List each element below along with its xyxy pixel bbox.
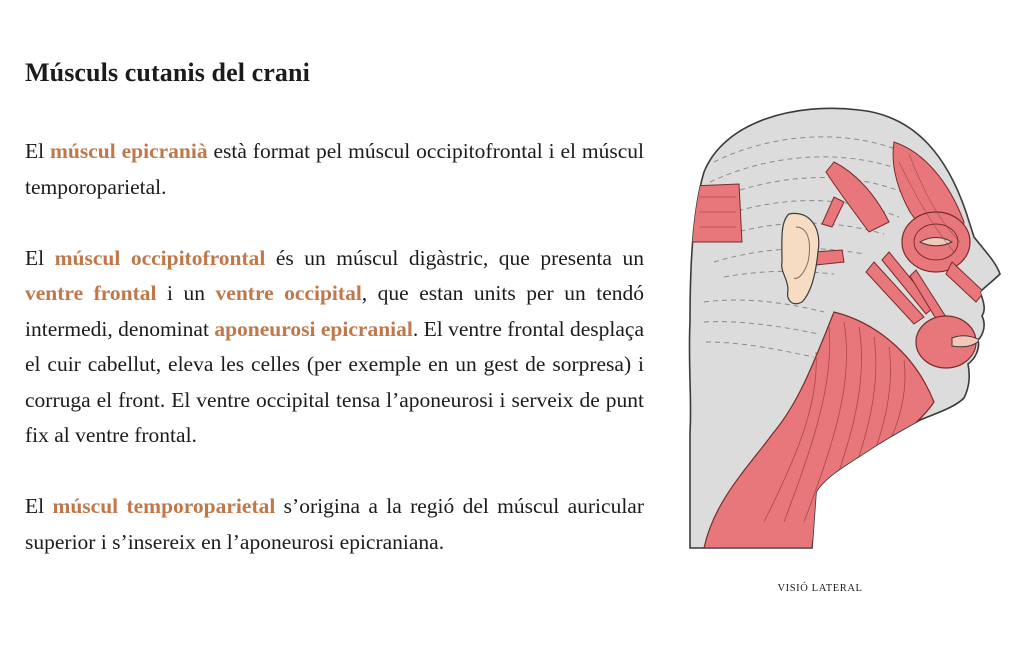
head-muscles-illustration xyxy=(684,102,1014,554)
page-title: Músculs cutanis del crani xyxy=(25,58,310,87)
text-span: s’origina a la regió del múscul auricular superior i s’insereix en l’aponeurosi epicraniana. xyxy=(25,494,644,554)
body-text xyxy=(25,134,644,596)
paragraph-epicranial xyxy=(25,134,644,205)
text-span: , que estan units per un tendó intermedi, denominat xyxy=(25,281,644,341)
term-epicranial-aponeurosis: aponeurosi epicranial xyxy=(214,316,413,341)
paragraph-occipitofrontal xyxy=(25,241,644,454)
term-epicranial-muscle: múscul epicranià xyxy=(50,139,208,163)
text-span: i un xyxy=(156,281,216,305)
term-occipitofrontal-muscle: múscul occipitofrontal xyxy=(54,245,266,270)
text-span: és un múscul digàstric, que presenta un xyxy=(265,245,644,270)
term-occipital-belly: ventre occipital xyxy=(215,281,362,305)
figure-caption: VISIÓ LATERAL xyxy=(777,583,863,594)
term-temporoparietal-muscle: múscul temporoparietal xyxy=(52,494,276,518)
paragraph-temporoparietal xyxy=(25,489,644,560)
text-span: El xyxy=(25,139,50,163)
text-span: El xyxy=(25,245,55,270)
term-frontal-belly: ventre frontal xyxy=(25,281,157,305)
text-span: està format pel múscul occipitofrontal i el múscul temporoparietal. xyxy=(25,139,644,199)
text-span: El xyxy=(25,494,53,518)
text-span: . El ventre frontal desplaça el cuir cabellut, eleva les celles (per exemple en un gest de sorpresa) i corruga el front. El ventre occipital tensa l’aponeurosi i serveix de punt fix al ventre frontal. xyxy=(25,316,644,447)
